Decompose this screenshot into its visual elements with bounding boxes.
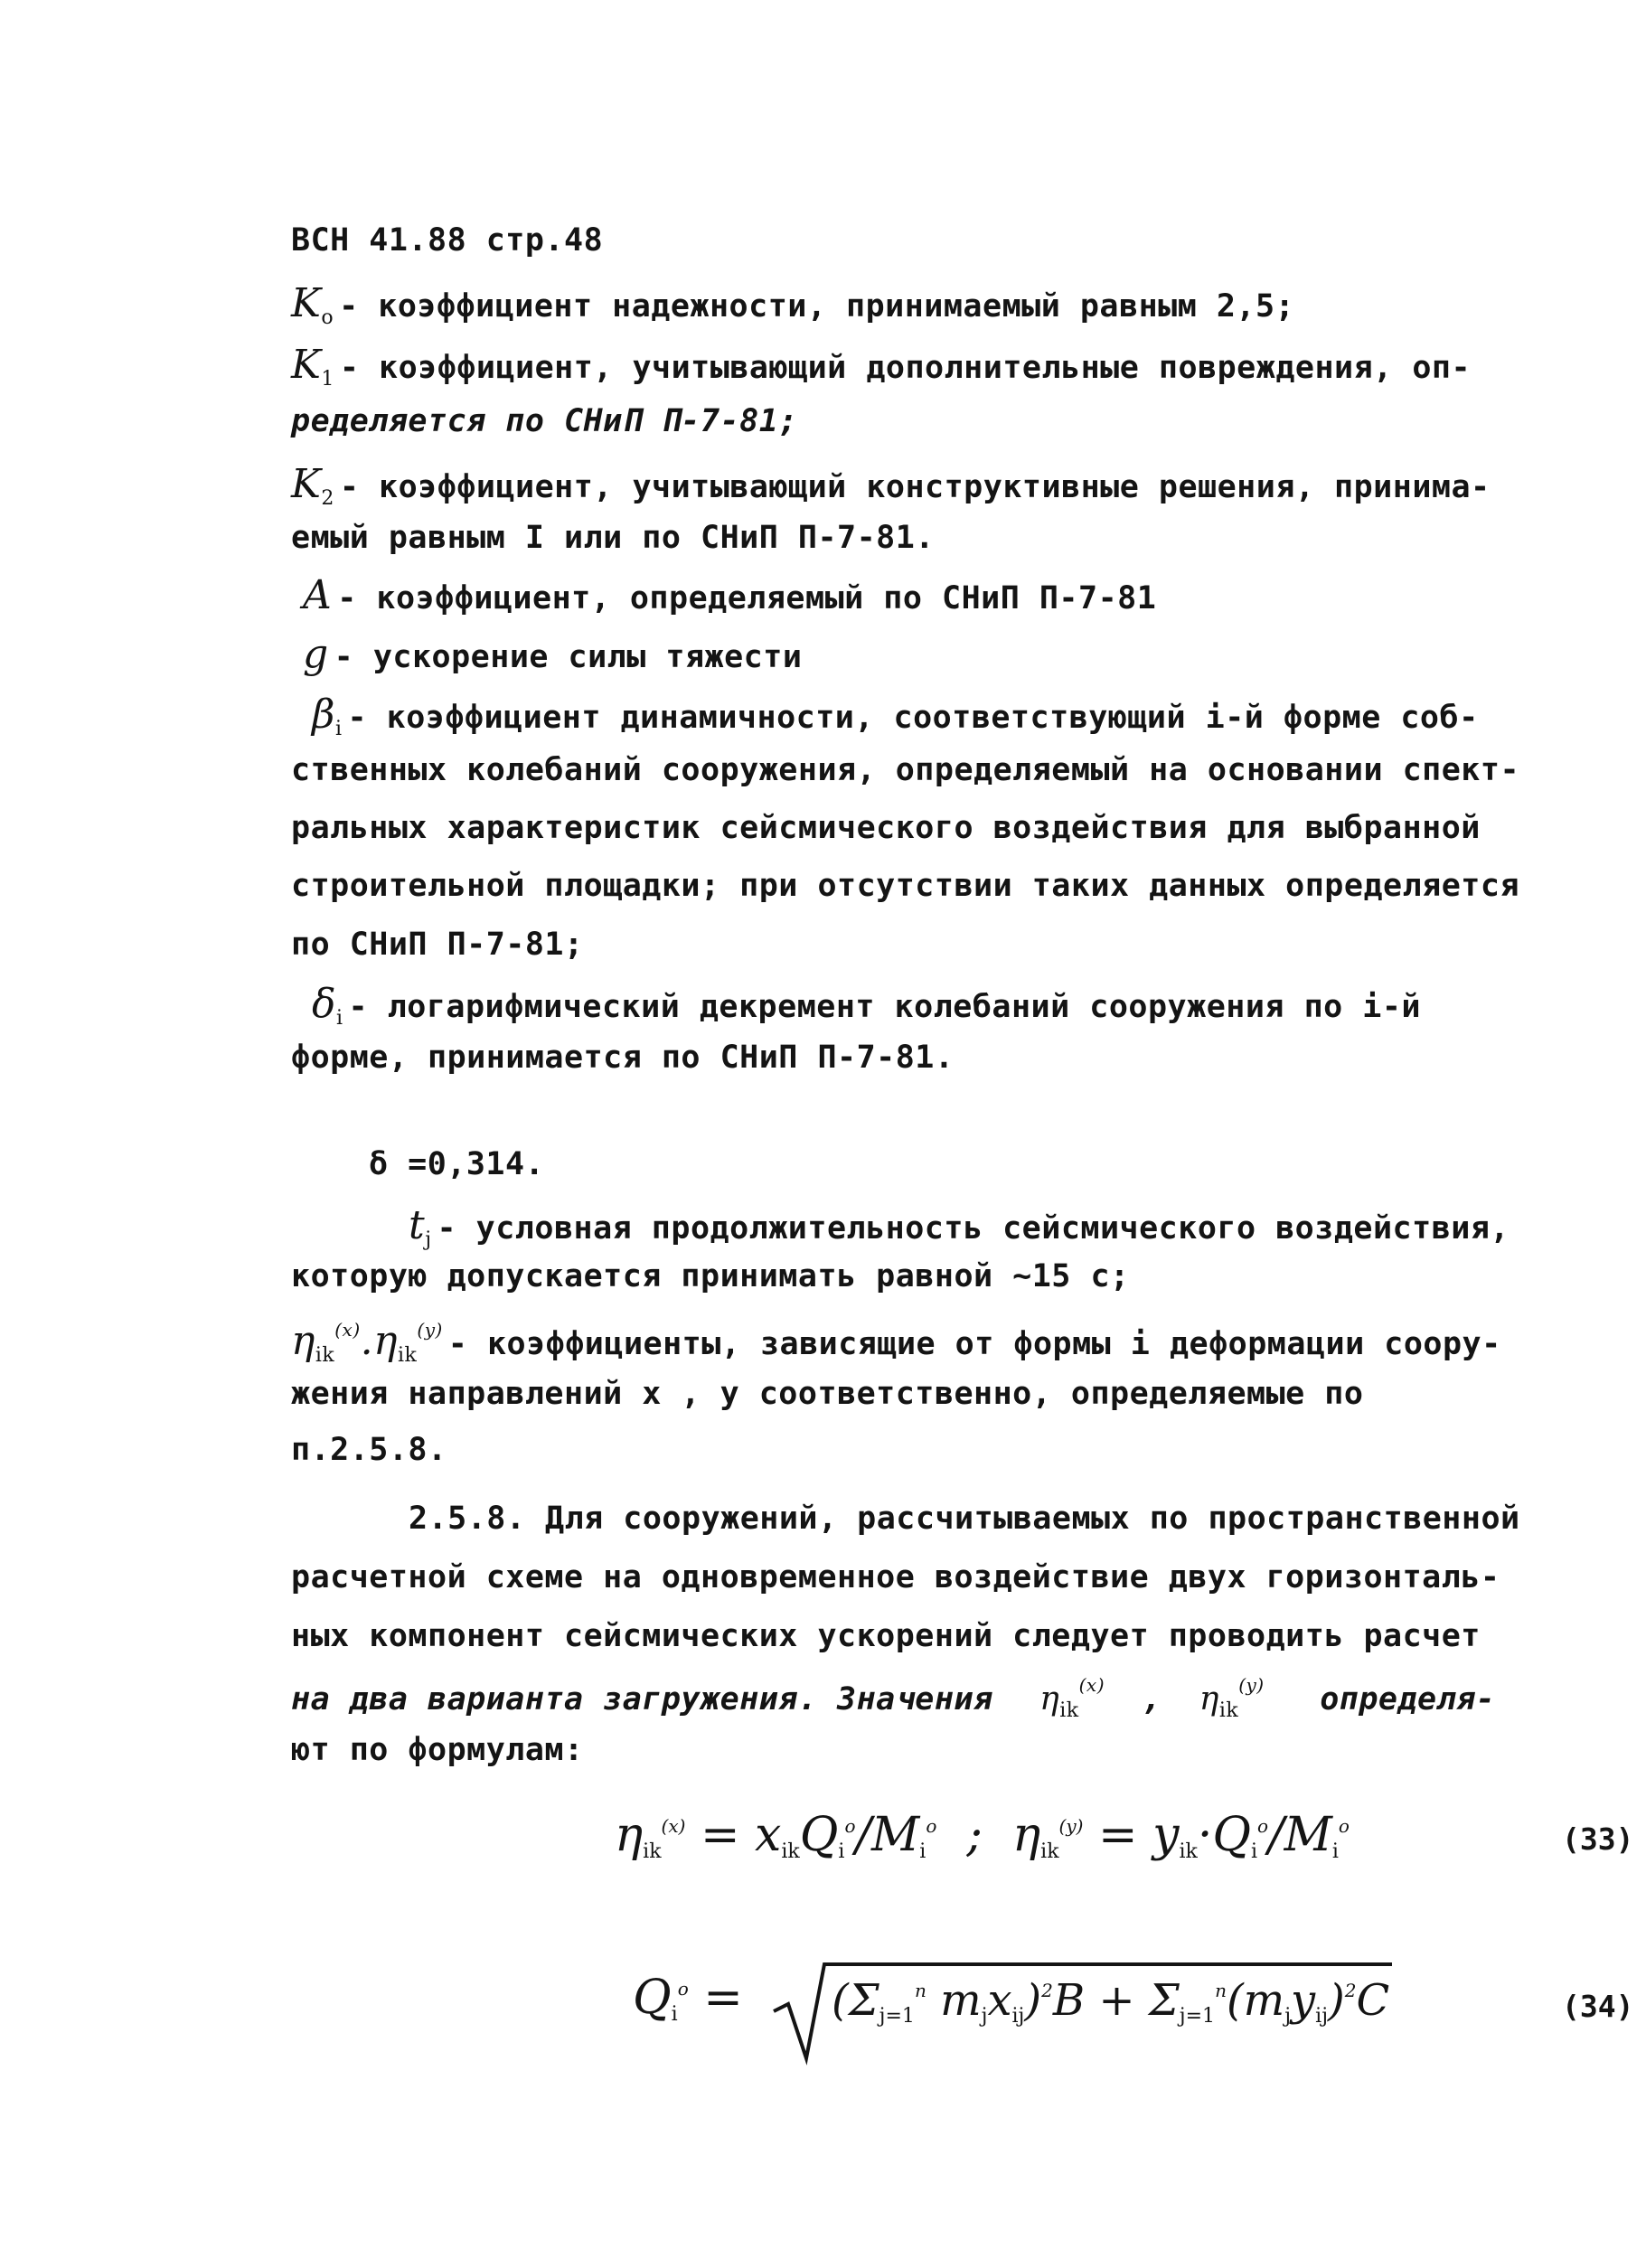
section-2-5-8-line-5: ют по формулам: — [291, 1732, 584, 1768]
def-tj-cont: которую допускается принимать равной ~15 с; — [291, 1258, 1130, 1294]
symbol-k2: $K_2$ — [291, 461, 334, 510]
def-eta: $\eta_{ik}^{(x)}.\eta_{ik}^{(y)}$ - коэффициенты, зависящие от формы i деформации соору- — [291, 1318, 1501, 1367]
symbol-k0: $K_o$ — [291, 280, 334, 329]
def-k0: $K_o$ - коэффициент надежности, принимаемый равным 2,5; — [291, 280, 1295, 329]
formula-33-number: (33) — [1562, 1821, 1634, 1857]
symbol-delta: $\delta_i$ — [312, 981, 343, 1030]
delta-value: δ =0,314. — [369, 1146, 545, 1182]
def-g: g - ускорение силы тяжести — [303, 631, 803, 677]
def-beta-cont-2: ральных характеристик сейсмического воздействия для выбранной — [291, 810, 1481, 846]
def-k1-cont: ределяется по СНиП П-7-81; — [291, 403, 798, 439]
formula-34-lhs: $Q_i^o$ = — [633, 1971, 743, 2026]
symbol-k1: $K_1$ — [291, 342, 334, 391]
def-beta-cont-4: по СНиП П-7-81; — [291, 927, 584, 963]
page-header: ВСН 41.88 стр.48 — [291, 222, 604, 259]
formula-33: $\eta_{ik}^{(x)} = x_{ik}Q_i^o/M_i^o$ ; $\eta_{ik}^{(y)} = y_{ik}\cdot Q_i^o/M_i^o$ — [615, 1808, 1350, 1863]
def-eta-cont-2: п.2.5.8. — [291, 1432, 447, 1468]
formula-34-number: (34) — [1562, 1989, 1634, 2024]
section-2-5-8-line-3: ных компонент сейсмических ускорений следует проводить расчет — [291, 1618, 1481, 1654]
symbol-eta-pair: $\eta_{ik}^{(x)}.\eta_{ik}^{(y)}$ — [291, 1318, 443, 1367]
def-delta: $\delta_i$ - логарифмический декремент колебаний сооружения по i-й — [312, 981, 1421, 1030]
def-beta: $\beta_i$ - коэффициент динамичности, соответствующий i-й форме соб- — [312, 692, 1479, 740]
symbol-a: A — [303, 572, 333, 618]
def-eta-cont-1: жения направлений x , y соответственно, определяемые по — [291, 1376, 1364, 1412]
formula-34-rhs: ($\Sigma_{j=1}^n$ $m_jx_{ij})^2B + \Sigma_{j=1}^n(m_jy_{ij})^2C$ — [832, 1975, 1390, 2028]
def-k1: $K_1$ - коэффициент, учитывающий дополнительные повреждения, оп- — [291, 342, 1472, 391]
section-2-5-8-line-2: расчетной схеме на одновременное воздействие двух горизонталь- — [291, 1559, 1500, 1595]
section-2-5-8-line-4: на два варианта загружения. Значения $\eta_{ik}^{(x)}$ , $\eta_{ik}^{(y)}$ определя- — [291, 1674, 1496, 1722]
section-2-5-8-line-1: 2.5.8. Для сооружений, рассчитываемых по пространственной — [409, 1501, 1520, 1537]
def-delta-cont: форме, принимается по СНиП П-7-81. — [291, 1040, 955, 1076]
def-k2-cont: емый равным I или по СНиП П-7-81. — [291, 520, 935, 556]
def-tj: $t_j$ - условная продолжительность сейсмического воздействия, — [409, 1202, 1510, 1251]
symbol-g: g — [303, 631, 329, 677]
symbol-beta: $\beta_i$ — [312, 692, 343, 740]
def-beta-cont-3: строительной площадки; при отсутствии таких данных определяется — [291, 868, 1520, 904]
def-a: A - коэффициент, определяемый по СНиП П-7-81 — [303, 572, 1157, 618]
def-k2: $K_2$ - коэффициент, учитывающий конструктивные решения, принима- — [291, 461, 1491, 510]
symbol-tj: $t_j$ — [409, 1202, 432, 1251]
def-beta-cont-1: ственных колебаний сооружения, определяемый на основании спект- — [291, 752, 1520, 788]
